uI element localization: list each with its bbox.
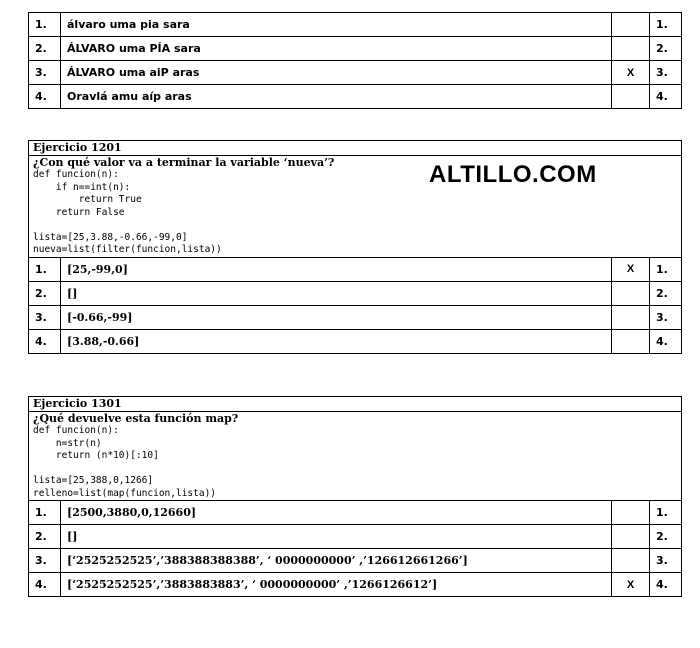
answer-mark	[612, 501, 650, 525]
answer-mark: X	[612, 257, 650, 281]
option-text: ÁLVARO uma aiP aras	[61, 61, 612, 85]
options-table	[28, 257, 682, 354]
option-number-right: 2.	[650, 37, 682, 61]
exercise-block-1	[28, 12, 682, 109]
answer-mark	[612, 37, 650, 61]
option-row	[29, 329, 682, 353]
option-text: [3.88,-0.66]	[61, 329, 612, 353]
option-row	[29, 549, 682, 573]
option-number-right: 1.	[650, 257, 682, 281]
answer-mark	[612, 305, 650, 329]
option-row	[29, 281, 682, 305]
option-number: 3.	[29, 61, 61, 85]
option-number: 4.	[29, 85, 61, 109]
answer-mark	[612, 13, 650, 37]
option-number-right: 1.	[650, 501, 682, 525]
brand-watermark: ALTILLO.COM	[429, 161, 597, 188]
option-text: álvaro uma pia sara	[61, 13, 612, 37]
option-number-right: 1.	[650, 13, 682, 37]
option-number: 4.	[29, 329, 61, 353]
option-row	[29, 85, 682, 109]
answer-mark	[612, 549, 650, 573]
option-number-right: 4.	[650, 85, 682, 109]
option-number: 1.	[29, 257, 61, 281]
answer-mark	[612, 525, 650, 549]
exercise-block-2	[28, 140, 682, 354]
option-row	[29, 305, 682, 329]
option-text: []	[61, 525, 612, 549]
option-row	[29, 13, 682, 37]
option-row	[29, 573, 682, 597]
exercise-header	[28, 396, 682, 500]
option-row	[29, 257, 682, 281]
option-number: 3.	[29, 549, 61, 573]
option-number: 2.	[29, 37, 61, 61]
option-text: [‘2525252525’,’388388388388’, ‘ 0000000000’ ,’126612661266’]	[61, 549, 612, 573]
code-snippet: def funcion(n): n=str(n) return (n*10)[:10] lista=[25,388,0,1266] relleno=list(map(funcion,lista))	[33, 425, 217, 499]
exercise-question: ¿Con qué valor va a terminar la variable ‘nueva’?	[33, 156, 335, 169]
option-text: [‘2525252525’,’3883883883’, ‘ 0000000000’ ,’1266126612’]	[61, 573, 612, 597]
option-number-right: 3.	[650, 61, 682, 85]
option-number: 4.	[29, 573, 61, 597]
options-table	[28, 500, 682, 597]
option-number: 3.	[29, 305, 61, 329]
option-number-right: 4.	[650, 329, 682, 353]
exercise-question: ¿Qué devuelve esta función map?	[33, 412, 239, 425]
option-number: 2.	[29, 525, 61, 549]
option-number-right: 2.	[650, 525, 682, 549]
option-number: 1.	[29, 13, 61, 37]
exercise-header	[28, 140, 682, 257]
option-number-right: 3.	[650, 305, 682, 329]
option-text: [2500,3880,0,12660]	[61, 501, 612, 525]
exercise-title: Ejercicio 1201	[29, 141, 681, 156]
answer-mark: X	[612, 573, 650, 597]
option-number: 1.	[29, 501, 61, 525]
answer-mark: X	[612, 61, 650, 85]
option-text: [-0.66,-99]	[61, 305, 612, 329]
option-row	[29, 61, 682, 85]
option-number-right: 2.	[650, 281, 682, 305]
option-row	[29, 501, 682, 525]
code-snippet: def funcion(n): if n==int(n): return True return False lista=[25,3.88,-0.66,-99,0] nueva=list(filter(funcion,lista))	[33, 169, 222, 255]
option-number-right: 4.	[650, 573, 682, 597]
options-table	[28, 12, 682, 109]
answer-mark	[612, 281, 650, 305]
option-row	[29, 37, 682, 61]
option-text: []	[61, 281, 612, 305]
answer-mark	[612, 85, 650, 109]
option-text: [25,-99,0]	[61, 257, 612, 281]
option-text: Oravlá amu aíp aras	[61, 85, 612, 109]
option-text: ÁLVARO uma PÍA sara	[61, 37, 612, 61]
option-row	[29, 525, 682, 549]
option-number-right: 3.	[650, 549, 682, 573]
answer-mark	[612, 329, 650, 353]
option-number: 2.	[29, 281, 61, 305]
exercise-block-3	[28, 396, 682, 597]
exercise-title: Ejercicio 1301	[29, 397, 681, 412]
